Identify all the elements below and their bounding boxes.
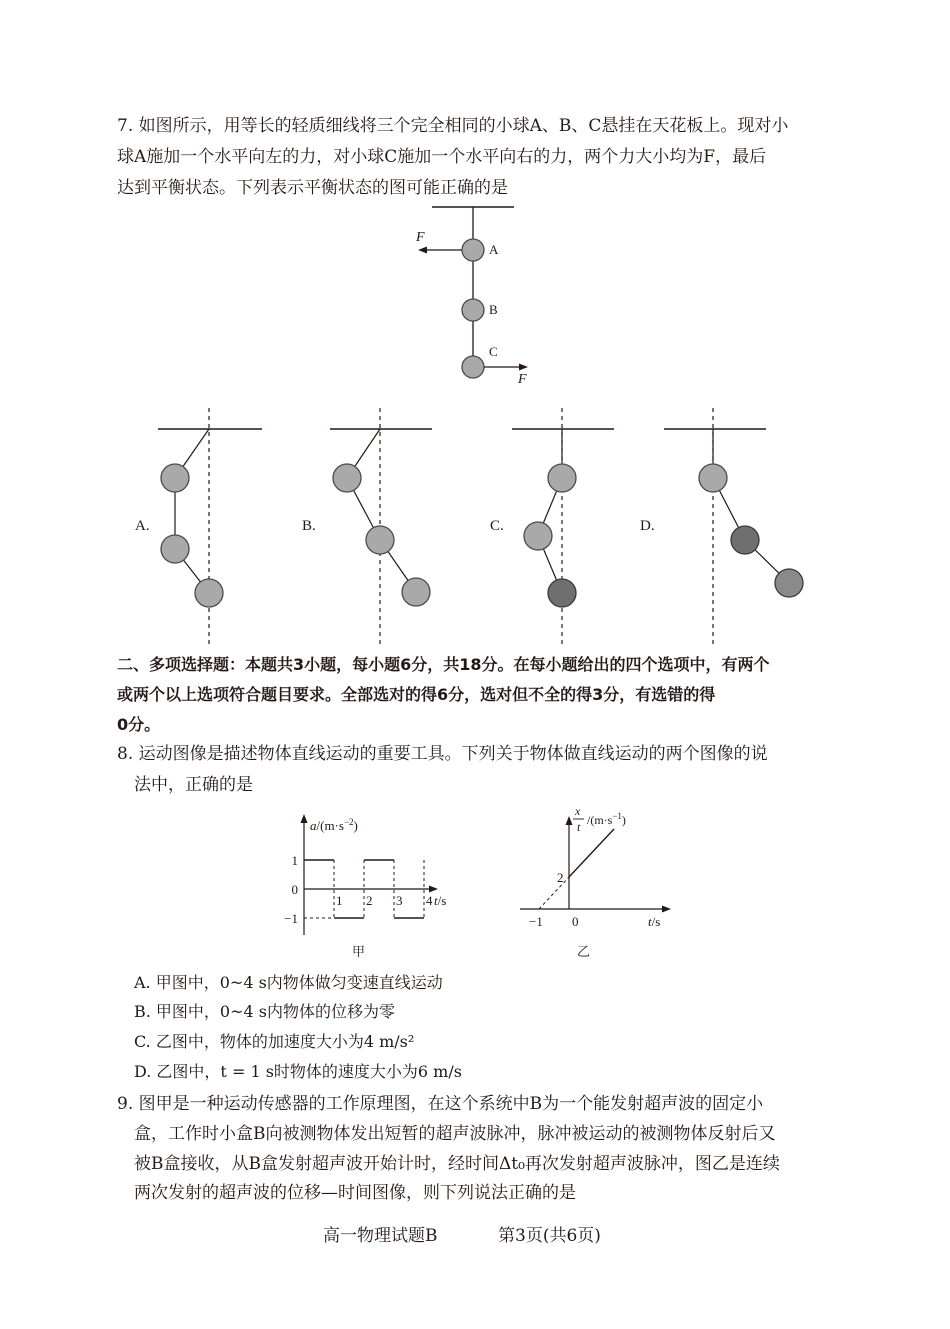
q7-line-2: 球A施加一个水平向左的力，对小球C施加一个水平向右的力，两个力大小均为F，最后 xyxy=(117,147,767,167)
q8-line-1: 8. 运动图像是描述物体直线运动的重要工具。下列关于物体做直线运动的两个图像的说 xyxy=(117,744,768,764)
jia-ylabel: $a/(m\cdot s^{-2})$ xyxy=(310,817,358,833)
q9-line-1: 9. 图甲是一种运动传感器的工作原理图，在这个系统中B为一个能发射超声波的固定小 xyxy=(117,1094,764,1114)
yi-series xyxy=(539,829,614,909)
yi-extension-line xyxy=(539,877,569,909)
jia-xlabel: t/s xyxy=(434,893,447,908)
jia-x-tick-2: 2 xyxy=(366,893,373,908)
option-b-label: B. xyxy=(302,518,316,534)
jia-x-tick-1: 1 xyxy=(336,893,343,908)
option-d-label: D. xyxy=(640,518,655,534)
svg-text:/(m·s−1): $/(m\cdot s^{-1})$ xyxy=(587,811,626,827)
yi-ylabel xyxy=(573,804,626,834)
jia-title: 甲 xyxy=(352,944,366,959)
yi-y-tick-2: 2 xyxy=(557,870,564,885)
yi-x-tick-1: 0 xyxy=(572,914,579,929)
jia-x-tick-4: 4 xyxy=(426,893,433,908)
jia-y-tick-0: 1 xyxy=(291,853,298,868)
footer-subject: 高一物理试题B xyxy=(323,1226,438,1246)
ball-c-label: C xyxy=(489,344,498,359)
jia-y-tick-2: −1 xyxy=(284,911,298,926)
yi-xlabel: t/s xyxy=(648,914,661,929)
q9-line-2: 盒，工作时小盒B向被测物体发出短暂的超声波脉冲，脉冲被运动的被测物体反射后又 xyxy=(134,1124,776,1144)
q9-line-4: 两次发射的超声波的位移—时间图像，则下列说法正确的是 xyxy=(134,1183,576,1203)
ball-a-label: A xyxy=(489,242,499,257)
q7-line-3: 达到平衡状态。下列表示平衡状态的图可能正确的是 xyxy=(117,178,508,198)
option-a-label: A. xyxy=(135,518,150,534)
jia-y-tick-1: 0 xyxy=(291,882,298,897)
yi-title: 乙 xyxy=(577,944,591,959)
q8-option-a: A. 甲图中，0~4 s内物体做匀变速直线运动 xyxy=(134,973,443,992)
section2-line-2: 或两个以上选项符合题目要求。全部选对的得6分，选对但不全的得3分，有选错的得 xyxy=(117,685,716,704)
svg-text:t: t xyxy=(577,820,581,834)
q8-option-d: D. 乙图中，t = 1 s时物体的速度大小为6 m/s xyxy=(134,1062,462,1081)
yi-x-tick-0: −1 xyxy=(529,914,543,929)
svg-text:x: x xyxy=(575,804,581,818)
force-label-right: F xyxy=(518,372,527,387)
q8-option-b: B. 甲图中，0~4 s内物体的位移为零 xyxy=(134,1002,395,1021)
yi-series-line xyxy=(569,829,614,877)
yi-ticks xyxy=(529,870,579,929)
q9-line-3: 被B盒接收，从B盒发射超声波开始计时，经时间Δt₀再次发射超声波脉冲，图乙是连续 xyxy=(134,1154,780,1174)
ball-b-label: B xyxy=(489,302,498,317)
q8-option-c: C. 乙图中，物体的加速度大小为4 m/s² xyxy=(134,1032,415,1051)
jia-x-tick-3: 3 xyxy=(396,893,403,908)
q7-line-1: 7. 如图所示，用等长的轻质细线将三个完全相同的小球A、B、C悬挂在天花板上。现对小 xyxy=(117,116,789,136)
section2-line-1: 二、多项选择题：本题共3小题，每小题6分，共18分。在每小题给出的四个选项中，有两个 xyxy=(117,655,770,674)
footer-page: 第3页(共6页) xyxy=(498,1226,601,1246)
q8-line-2: 法中，正确的是 xyxy=(134,775,253,795)
option-c-label: C. xyxy=(490,518,504,534)
force-label-left: F xyxy=(416,230,425,245)
section2-line-3: 0分。 xyxy=(117,715,161,734)
